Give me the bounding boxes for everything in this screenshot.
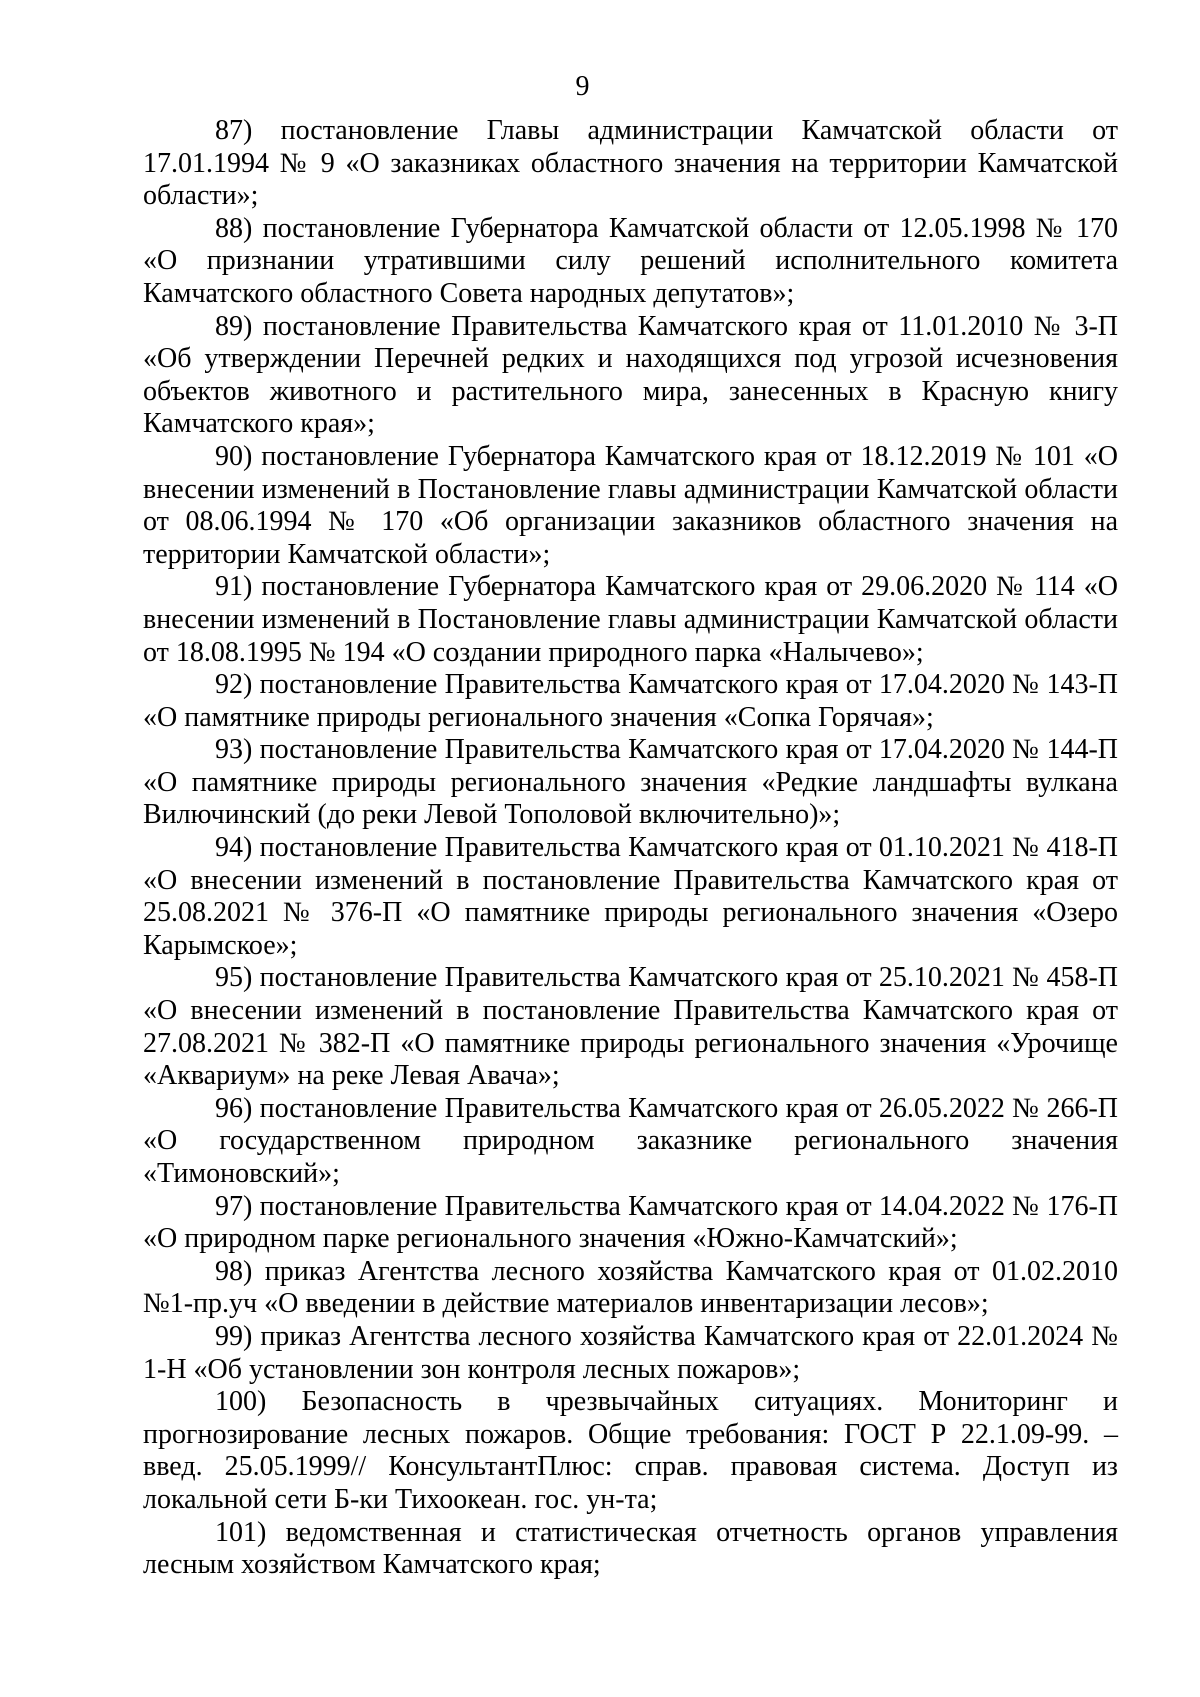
list-item-89: 89) постановление Правительства Камчатского края от 11.01.2010 № 3-П «Об утверждении Перечней редких и находящихся под угрозой исчезновения объектов животного и растительного мира, занесенных в Красную книгу Камчатского края»; [143,310,1118,440]
list-item-97: 97) постановление Правительства Камчатского края от 14.04.2022 № 176-П «О природном парке регионального значения «Южно-Камчатский»; [143,1190,1118,1255]
list-item-94: 94) постановление Правительства Камчатского края от 01.10.2021 № 418-П «О внесении изменений в постановление Правительства Камчатского края от 25.08.2021 № 376-П «О памятнике природы регионального значения «Озеро Карымское»; [143,832,1118,961]
list-item-92: 92) постановление Правительства Камчатского края от 17.04.2020 № 143-П «О памятнике природы регионального значения «Сопка Горячая»; [143,669,1118,733]
list-item-88: 88) постановление Губернатора Камчатской области от 12.05.1998 № 170 «О признании утратившими силу решений исполнительного комитета Камчатского областного Совета народных депутатов»; [143,212,1118,309]
list-item-99: 99) приказ Агентства лесного хозяйства Камчатского края от 22.01.2024 № 1-Н «Об установлении зон контроля лесных пожаров»; [143,1320,1118,1385]
list-item-93: 93) постановление Правительства Камчатского края от 17.04.2020 № 144-П «О памятнике природы регионального значения «Редкие ландшафты вулкана Вилючинский (до реки Левой Тополовой включительно)»; [143,734,1118,831]
list-item-101: 101) ведомственная и статистическая отчетность органов управления лесным хозяйством Камчатского края; [143,1516,1118,1581]
document-body [143,115,1118,1582]
page-number: 9 [575,71,590,102]
list-item-90: 90) постановление Губернатора Камчатского края от 18.12.2019 № 101 «О внесении изменений в Постановление главы администрации Камчатской области от 08.06.1994 № 170 «Об организации заказников областного значения на территории Камчатской области»; [143,440,1118,570]
list-item-96: 96) постановление Правительства Камчатского края от 26.05.2022 № 266-П «О государственном природном заказнике регионального значения «Тимоновский»; [143,1092,1118,1189]
list-item-87: 87) постановление Главы администрации Камчатской области от 17.01.1994 № 9 «О заказниках областного значения на территории Камчатской области»; [143,115,1118,212]
list-item-91: 91) постановление Губернатора Камчатского края от 29.06.2020 № 114 «О внесении изменений в Постановление главы администрации Камчатской области от 18.08.1995 № 194 «О создании природного парка «Налычево»; [143,571,1118,668]
list-item-98: 98) приказ Агентства лесного хозяйства Камчатского края от 01.02.2010 №1-пр.уч «О введении в действие материалов инвентаризации лесов»; [143,1255,1118,1320]
list-item-100: 100) Безопасность в чрезвычайных ситуациях. Мониторинг и прогнозирование лесных пожаров. Общие требования: ГОСТ Р 22.1.09-99. – введ. 25.05.1999// КонсультантПлюс: справ. правовая система. Доступ из локальной сети Б-ки Тихоокеан. гос. ун-та; [143,1386,1118,1515]
list-item-95: 95) постановление Правительства Камчатского края от 25.10.2021 № 458-П «О внесении изменений в постановление Правительства Камчатского края от 27.08.2021 № 382-П «О памятнике природы регионального значения «Урочище «Аквариум» на реке Левая Авача»; [143,962,1118,1092]
